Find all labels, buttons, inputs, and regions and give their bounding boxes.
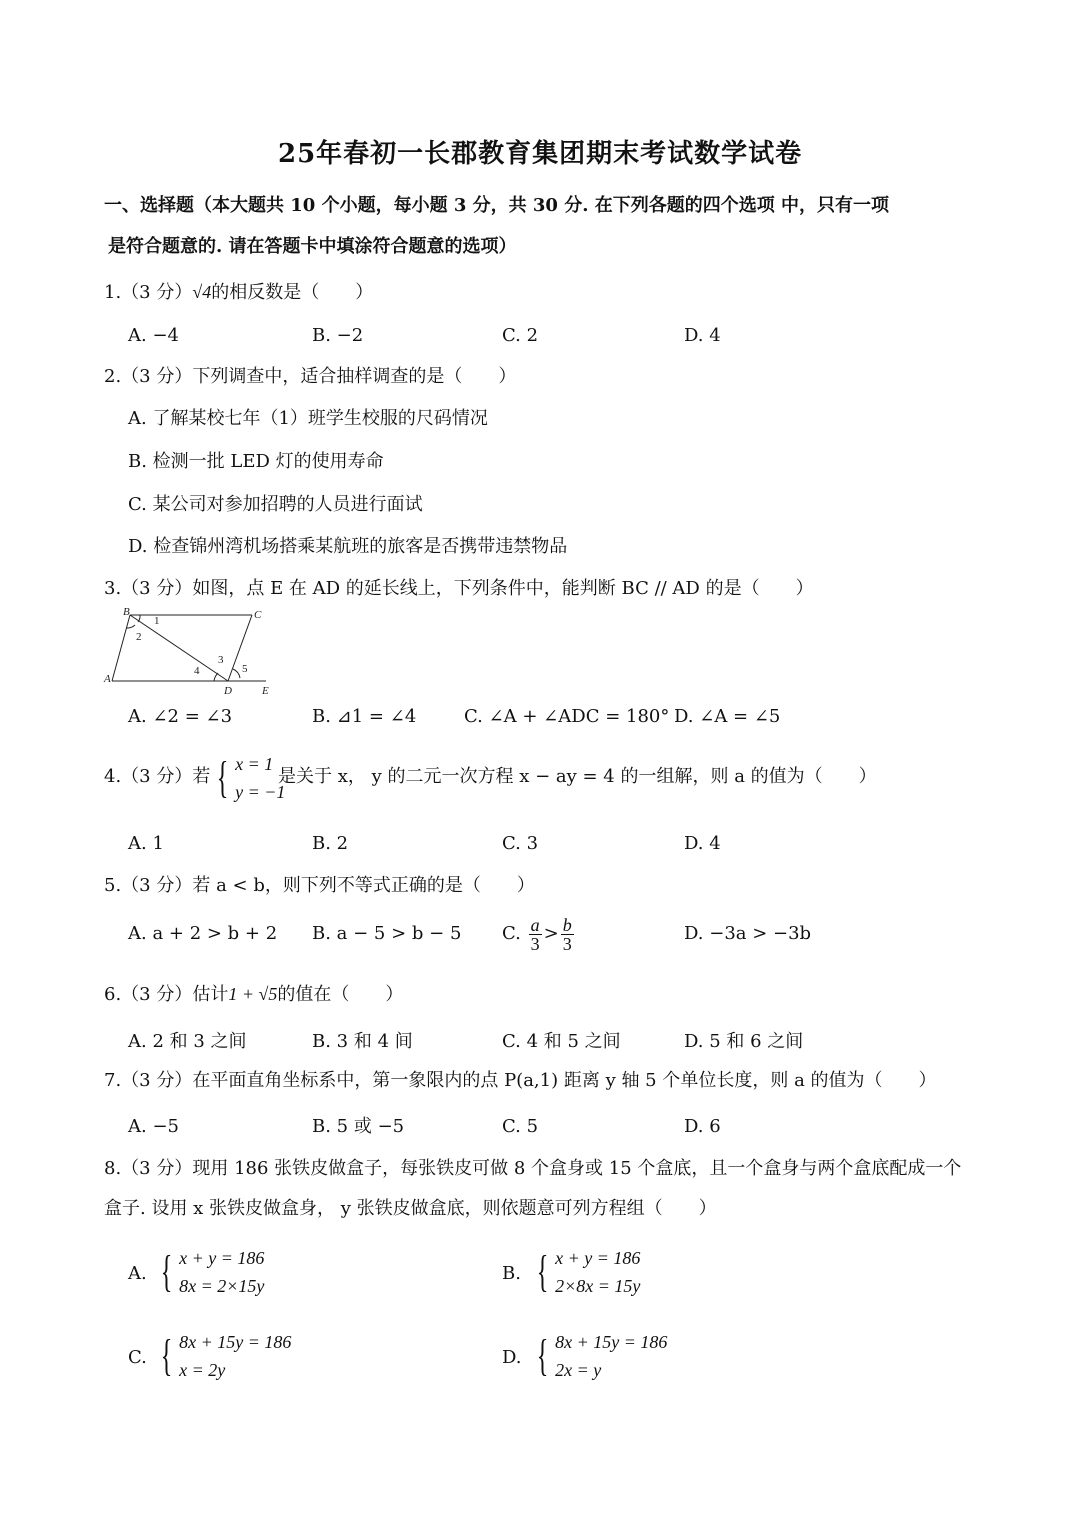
section-heading-line2: 是符合题意的. 请在答题卡中填涂符合题意的选项） [108, 236, 517, 257]
brace-icon: { [536, 1247, 549, 1296]
q2-option-c[interactable]: C. 某公司对参加招聘的人员进行面试 [128, 494, 423, 515]
q5-stem: 5.（3 分）若 a < b，则下列不等式正确的是（ ） [104, 875, 535, 896]
q5-option-c[interactable]: C. $\frac{a}{3}$ > $\frac{b}{3}$ [502, 914, 572, 954]
q8-option-b[interactable]: { x + y = 186 2×8x = 15y [536, 1247, 641, 1296]
q7-option-a[interactable]: A. −5 [128, 1116, 179, 1137]
q8-stem-line2: 盒子. 设用 x 张铁皮做盒身， y 张铁皮做盒底，则依题意可列方程组（ ） [104, 1198, 717, 1219]
q4-option-d[interactable]: D. 4 [684, 833, 721, 854]
q4-option-a[interactable]: A. 1 [128, 833, 164, 854]
q8-option-a-label[interactable]: A. [128, 1263, 147, 1284]
q5-option-a[interactable]: A. a + 2 > b + 2 [128, 923, 278, 944]
fig-angle-3: 3 [218, 654, 224, 666]
expr-1-plus-sqrt5: 1 + √5 [228, 984, 278, 1004]
brace-icon: { [536, 1331, 549, 1380]
fig-label-e: E [262, 685, 269, 697]
fig-angle-2: 2 [136, 631, 142, 643]
q1-option-a[interactable]: A. −4 [128, 325, 179, 346]
fig-label-b: B [123, 606, 130, 618]
fig-label-d: D [224, 685, 232, 697]
q5-option-d[interactable]: D. −3a > −3b [684, 923, 812, 944]
brace-icon: { [160, 1331, 173, 1380]
q6-option-d[interactable]: D. 5 和 6 之间 [684, 1031, 804, 1052]
q7-option-d[interactable]: D. 6 [684, 1116, 721, 1137]
q2-option-b[interactable]: B. 检测一批 LED 灯的使用寿命 [128, 451, 384, 472]
q6-option-c[interactable]: C. 4 和 5 之间 [502, 1031, 621, 1052]
brace-icon: { [216, 753, 229, 802]
q8-option-b-label[interactable]: B. [502, 1263, 521, 1284]
q2-option-a[interactable]: A. 了解某校七年（1）班学生校服的尺码情况 [128, 408, 488, 429]
q8-option-d-label[interactable]: D. [502, 1347, 522, 1368]
q7-stem: 7.（3 分）在平面直角坐标系中，第一象限内的点 P(a,1) 距离 y 轴 5 个单位长度，则 a 的值为（ ） [104, 1070, 937, 1091]
q3-option-d[interactable]: D. ∠A = ∠5 [674, 706, 781, 727]
q4-option-c[interactable]: C. 3 [502, 833, 539, 854]
q6-option-b[interactable]: B. 3 和 4 间 [312, 1031, 413, 1052]
q1-stem: 1.（3 分）√4的相反数是（ ） [104, 282, 374, 303]
fig-label-a: A [104, 673, 111, 685]
q4-num: 4.（3 分）若 [104, 766, 211, 787]
q8-option-d[interactable]: { 8x + 15y = 186 2x = y [536, 1331, 668, 1380]
q8-option-c-label[interactable]: C. [128, 1347, 147, 1368]
brace-icon: { [160, 1247, 173, 1296]
q3-geometry-figure [102, 606, 278, 698]
q1-option-d[interactable]: D. 4 [684, 325, 721, 346]
q8-option-c[interactable]: { 8x + 15y = 186 x = 2y [160, 1331, 292, 1380]
fig-angle-1: 1 [154, 615, 160, 627]
q6-option-a[interactable]: A. 2 和 3 之间 [128, 1031, 247, 1052]
q3-option-b[interactable]: B. ⊿1 = ∠4 [312, 706, 417, 727]
q2-option-d[interactable]: D. 检查锦州湾机场搭乘某航班的旅客是否携带违禁物品 [128, 536, 568, 557]
q1-option-c[interactable]: C. 2 [502, 325, 539, 346]
q7-option-c[interactable]: C. 5 [502, 1116, 539, 1137]
fraction-a-over-3: $\frac{a}{3}$ [530, 914, 540, 954]
q4-option-b[interactable]: B. 2 [312, 833, 349, 854]
q4-stem: 是关于 x， y 的二元一次方程 x − ay = 4 的一组解，则 a 的值为（ ） [278, 766, 877, 787]
q3-option-c[interactable]: C. ∠A + ∠ADC = 180° [464, 706, 670, 727]
q3-option-a[interactable]: A. ∠2 = ∠3 [128, 706, 233, 727]
q3-stem: 3.（3 分）如图，点 E 在 AD 的延长线上，下列条件中，能判断 BC // AD 的是（ ） [104, 578, 814, 599]
sqrt4: √4 [192, 282, 212, 302]
fig-angle-5: 5 [242, 663, 248, 675]
q7-option-b[interactable]: B. 5 或 −5 [312, 1116, 405, 1137]
q6-stem: 6.（3 分）估计1 + √5的值在（ ） [104, 984, 404, 1005]
fig-label-c: C [254, 609, 262, 621]
q8-option-a[interactable]: { x + y = 186 8x = 2×15y [160, 1247, 265, 1296]
fig-angle-4: 4 [194, 665, 200, 677]
q5-option-b[interactable]: B. a − 5 > b − 5 [312, 923, 462, 944]
q4-system: { x = 1 y = −1 [216, 753, 286, 802]
q2-stem: 2.（3 分）下列调查中，适合抽样调查的是（ ） [104, 366, 517, 387]
q8-stem-line1: 8.（3 分）现用 186 张铁皮做盒子，每张铁皮可做 8 个盒身或 15 个盒底，且一个盒身与两个盒底配成一个 [104, 1158, 962, 1179]
q1-option-b[interactable]: B. −2 [312, 325, 364, 346]
page-title: 25年春初一长郡教育集团期末考试数学试卷 [278, 139, 803, 169]
section-heading-line1: 一、选择题（本大题共 10 个小题，每小题 3 分，共 30 分. 在下列各题的四个选项 中，只有一项 [104, 195, 890, 216]
fraction-b-over-3: $\frac{b}{3}$ [562, 914, 572, 954]
